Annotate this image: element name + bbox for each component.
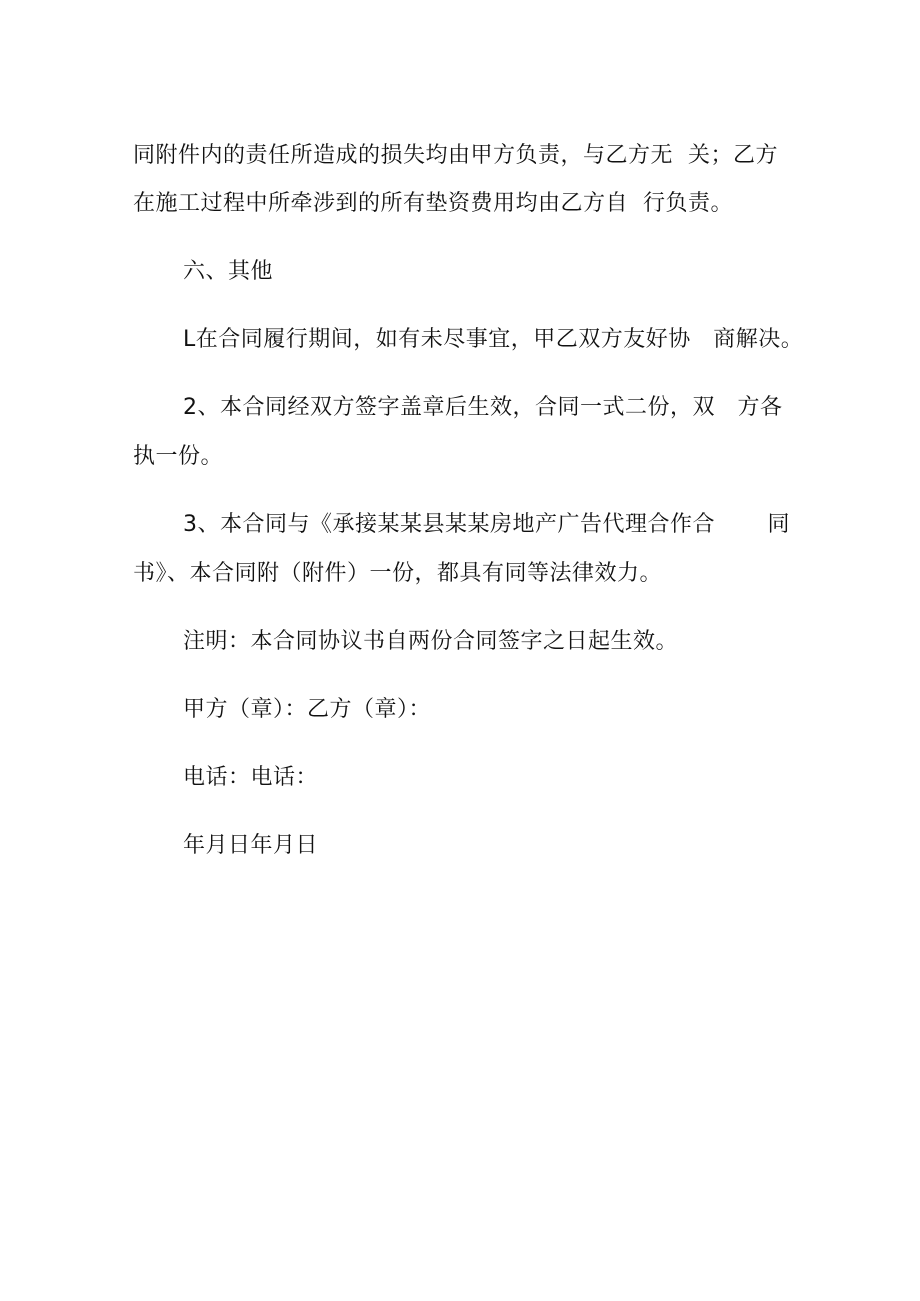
- body-line-1: 同附件内的责任所造成的损失均由甲方负责，与乙方无 关；乙方: [133, 143, 778, 168]
- clause-3-line-2: 书》、本合同附（附件）一份，都具有同等法律效力。: [133, 561, 663, 586]
- clause-2-line-2: 执一份。: [133, 444, 224, 469]
- signature-line: 甲方（章）：乙方（章）：: [183, 697, 432, 722]
- section-heading: 六、其他: [183, 259, 274, 284]
- clause-1: L在合同履行期间，如有未尽事宜，甲乙双方友好协 商解决。: [183, 327, 804, 352]
- clause-2-line-1: 2、本合同经双方签字盖章后生效，合同一式二份，双 方各: [183, 395, 783, 420]
- phone-line: 电话：电话：: [183, 765, 319, 790]
- date-line: 年月日年月日: [183, 833, 319, 858]
- clause-3-line-1: 3、本合同与《承接某某县某某房地产广告代理合作合 同: [183, 512, 790, 537]
- note-line: 注明：本合同协议书自两份合同签字之日起生效。: [183, 629, 679, 654]
- body-line-2: 在施工过程中所牵涉到的所有垫资费用均由乙方自 行负责。: [133, 191, 733, 216]
